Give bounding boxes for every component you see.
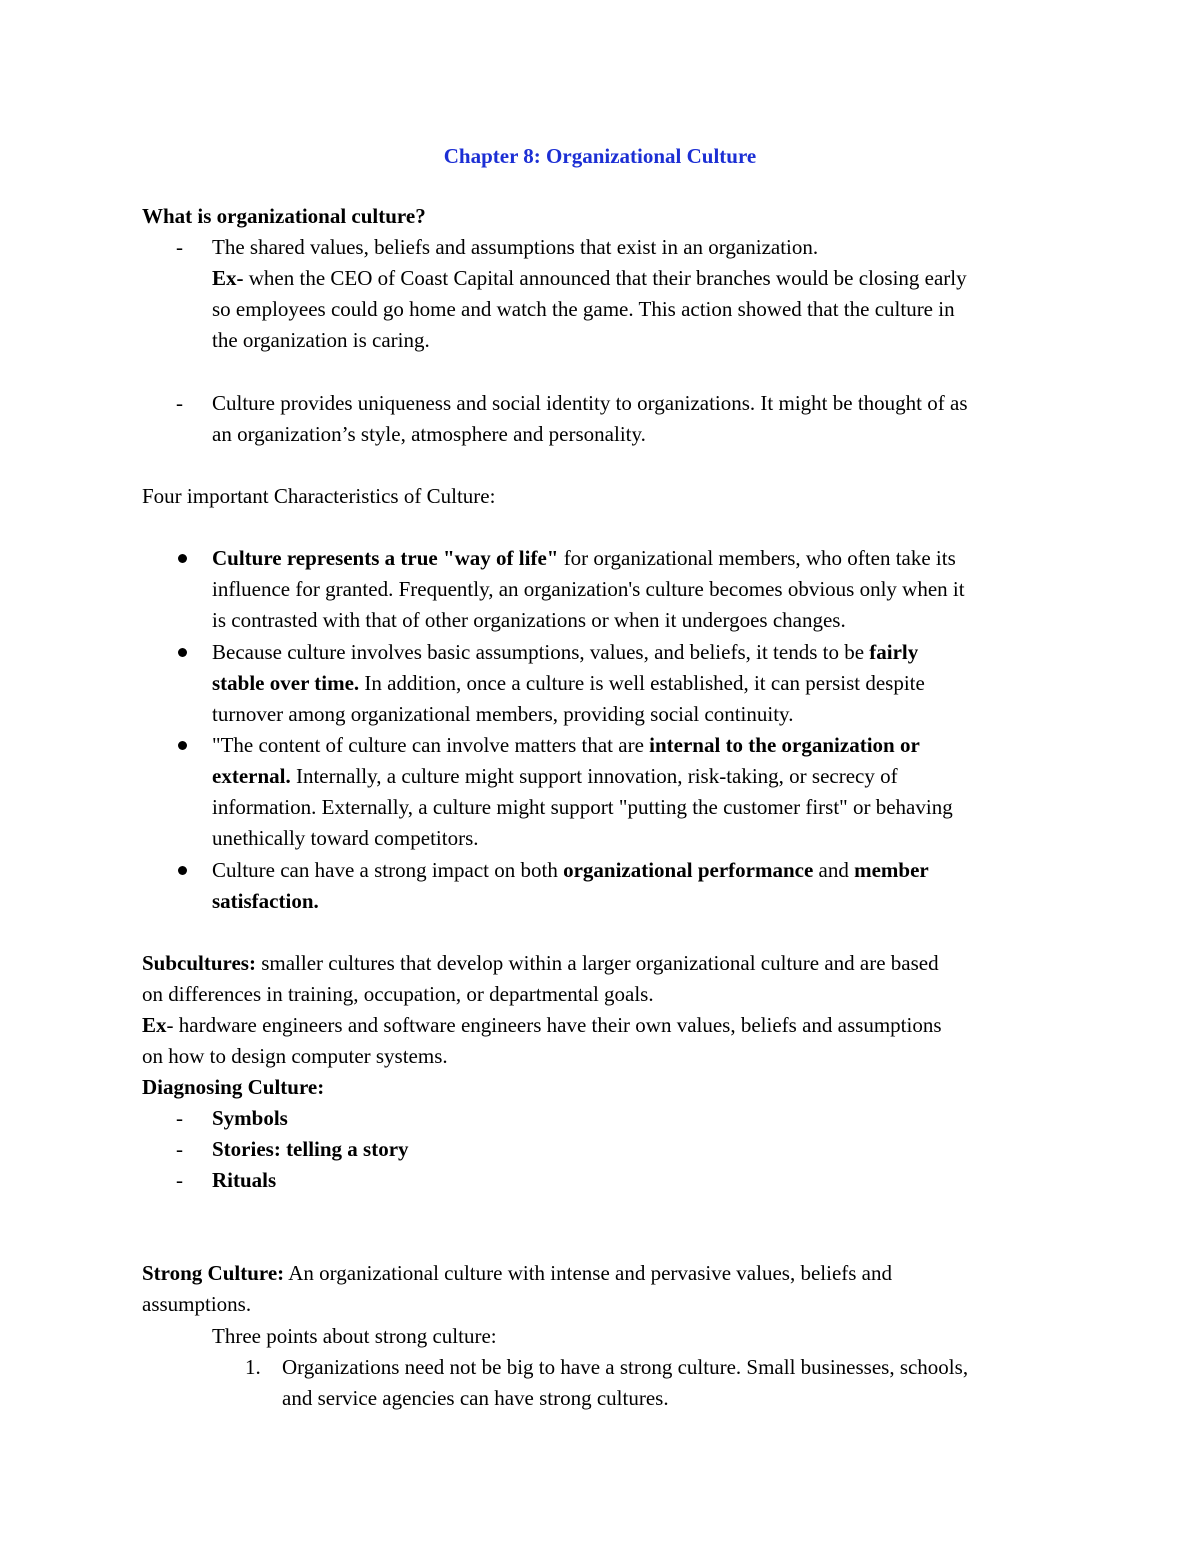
subcultures-example: Ex- hardware engineers and software engineers have their own values, beliefs and assumptions (142, 1013, 942, 1037)
strong-culture-line: assumptions. (142, 1292, 252, 1316)
strong-culture-points-intro: Three points about strong culture: (212, 1324, 497, 1348)
dash-marker: - (176, 1106, 183, 1130)
characteristics-intro: Four important Characteristics of Culture: (142, 484, 496, 508)
example-line: so employees could go home and watch the game. This action showed that the culture in (212, 297, 955, 321)
characteristic-3-line: unethically toward competitors. (212, 826, 479, 850)
characteristic-2: Because culture involves basic assumptions, values, and beliefs, it tends to be fairly (212, 640, 919, 664)
dash-marker: - (176, 235, 183, 259)
ex-label: Ex- (212, 266, 244, 290)
characteristic-3-line: information. Externally, a culture might support "putting the customer first" or behaving (212, 795, 953, 819)
example-line: the organization is caring. (212, 328, 430, 352)
diagnosing-item-rituals: Rituals (212, 1168, 277, 1192)
characteristic-1-line: influence for granted. Frequently, an organization's culture becomes obvious only when it (212, 577, 965, 601)
bullet-marker (178, 554, 187, 563)
strong-culture-point-1: Organizations need not be big to have a strong culture. Small businesses, schools, (282, 1355, 969, 1379)
dash-marker: - (176, 1137, 183, 1161)
characteristic-1: Culture represents a true "way of life" for organizational members, who often take its (212, 546, 956, 570)
bullet-marker (178, 741, 187, 750)
uniqueness-line: Culture provides uniqueness and social identity to organizations. It might be thought of as (212, 391, 968, 415)
characteristic-1-line: is contrasted with that of other organizations or when it undergoes changes. (212, 608, 846, 632)
diagnosing-item-stories: Stories: telling a story (212, 1137, 409, 1161)
section-heading-what-is-culture: What is organizational culture? (142, 204, 426, 228)
characteristic-3-line: external. Internally, a culture might support innovation, risk-taking, or secrecy of (212, 764, 898, 788)
dash-marker: - (176, 391, 183, 415)
bullet-marker (178, 648, 187, 657)
strong-culture-definition: Strong Culture: An organizational culture with intense and pervasive values, beliefs and (142, 1261, 892, 1285)
diagnosing-heading: Diagnosing Culture: (142, 1075, 325, 1099)
uniqueness-line: an organization’s style, atmosphere and personality. (212, 422, 646, 446)
strong-culture-point-1-line: and service agencies can have strong cultures. (282, 1386, 669, 1410)
list-number: 1. (245, 1355, 261, 1379)
subcultures-definition: Subcultures: smaller cultures that develop within a larger organizational culture and are based (142, 951, 939, 975)
dash-marker: - (176, 1168, 183, 1192)
example-line: Ex- when the CEO of Coast Capital announced that their branches would be closing early (212, 266, 967, 290)
characteristic-2-line: stable over time. In addition, once a culture is well established, it can persist despite (212, 671, 925, 695)
bullet-marker (178, 866, 187, 875)
characteristic-2-line: turnover among organizational members, providing social continuity. (212, 702, 794, 726)
subcultures-line: on differences in training, occupation, or departmental goals. (142, 982, 654, 1006)
subcultures-example-line: on how to design computer systems. (142, 1044, 448, 1068)
definition-line: The shared values, beliefs and assumptions that exist in an organization. (212, 235, 819, 259)
characteristic-3: "The content of culture can involve matters that are internal to the organization or (212, 733, 920, 757)
characteristic-4: Culture can have a strong impact on both organizational performance and member (212, 858, 929, 882)
characteristic-4-line: satisfaction. (212, 889, 319, 913)
page-title: Chapter 8: Organizational Culture (443, 144, 757, 168)
diagnosing-item-symbols: Symbols (212, 1106, 288, 1130)
